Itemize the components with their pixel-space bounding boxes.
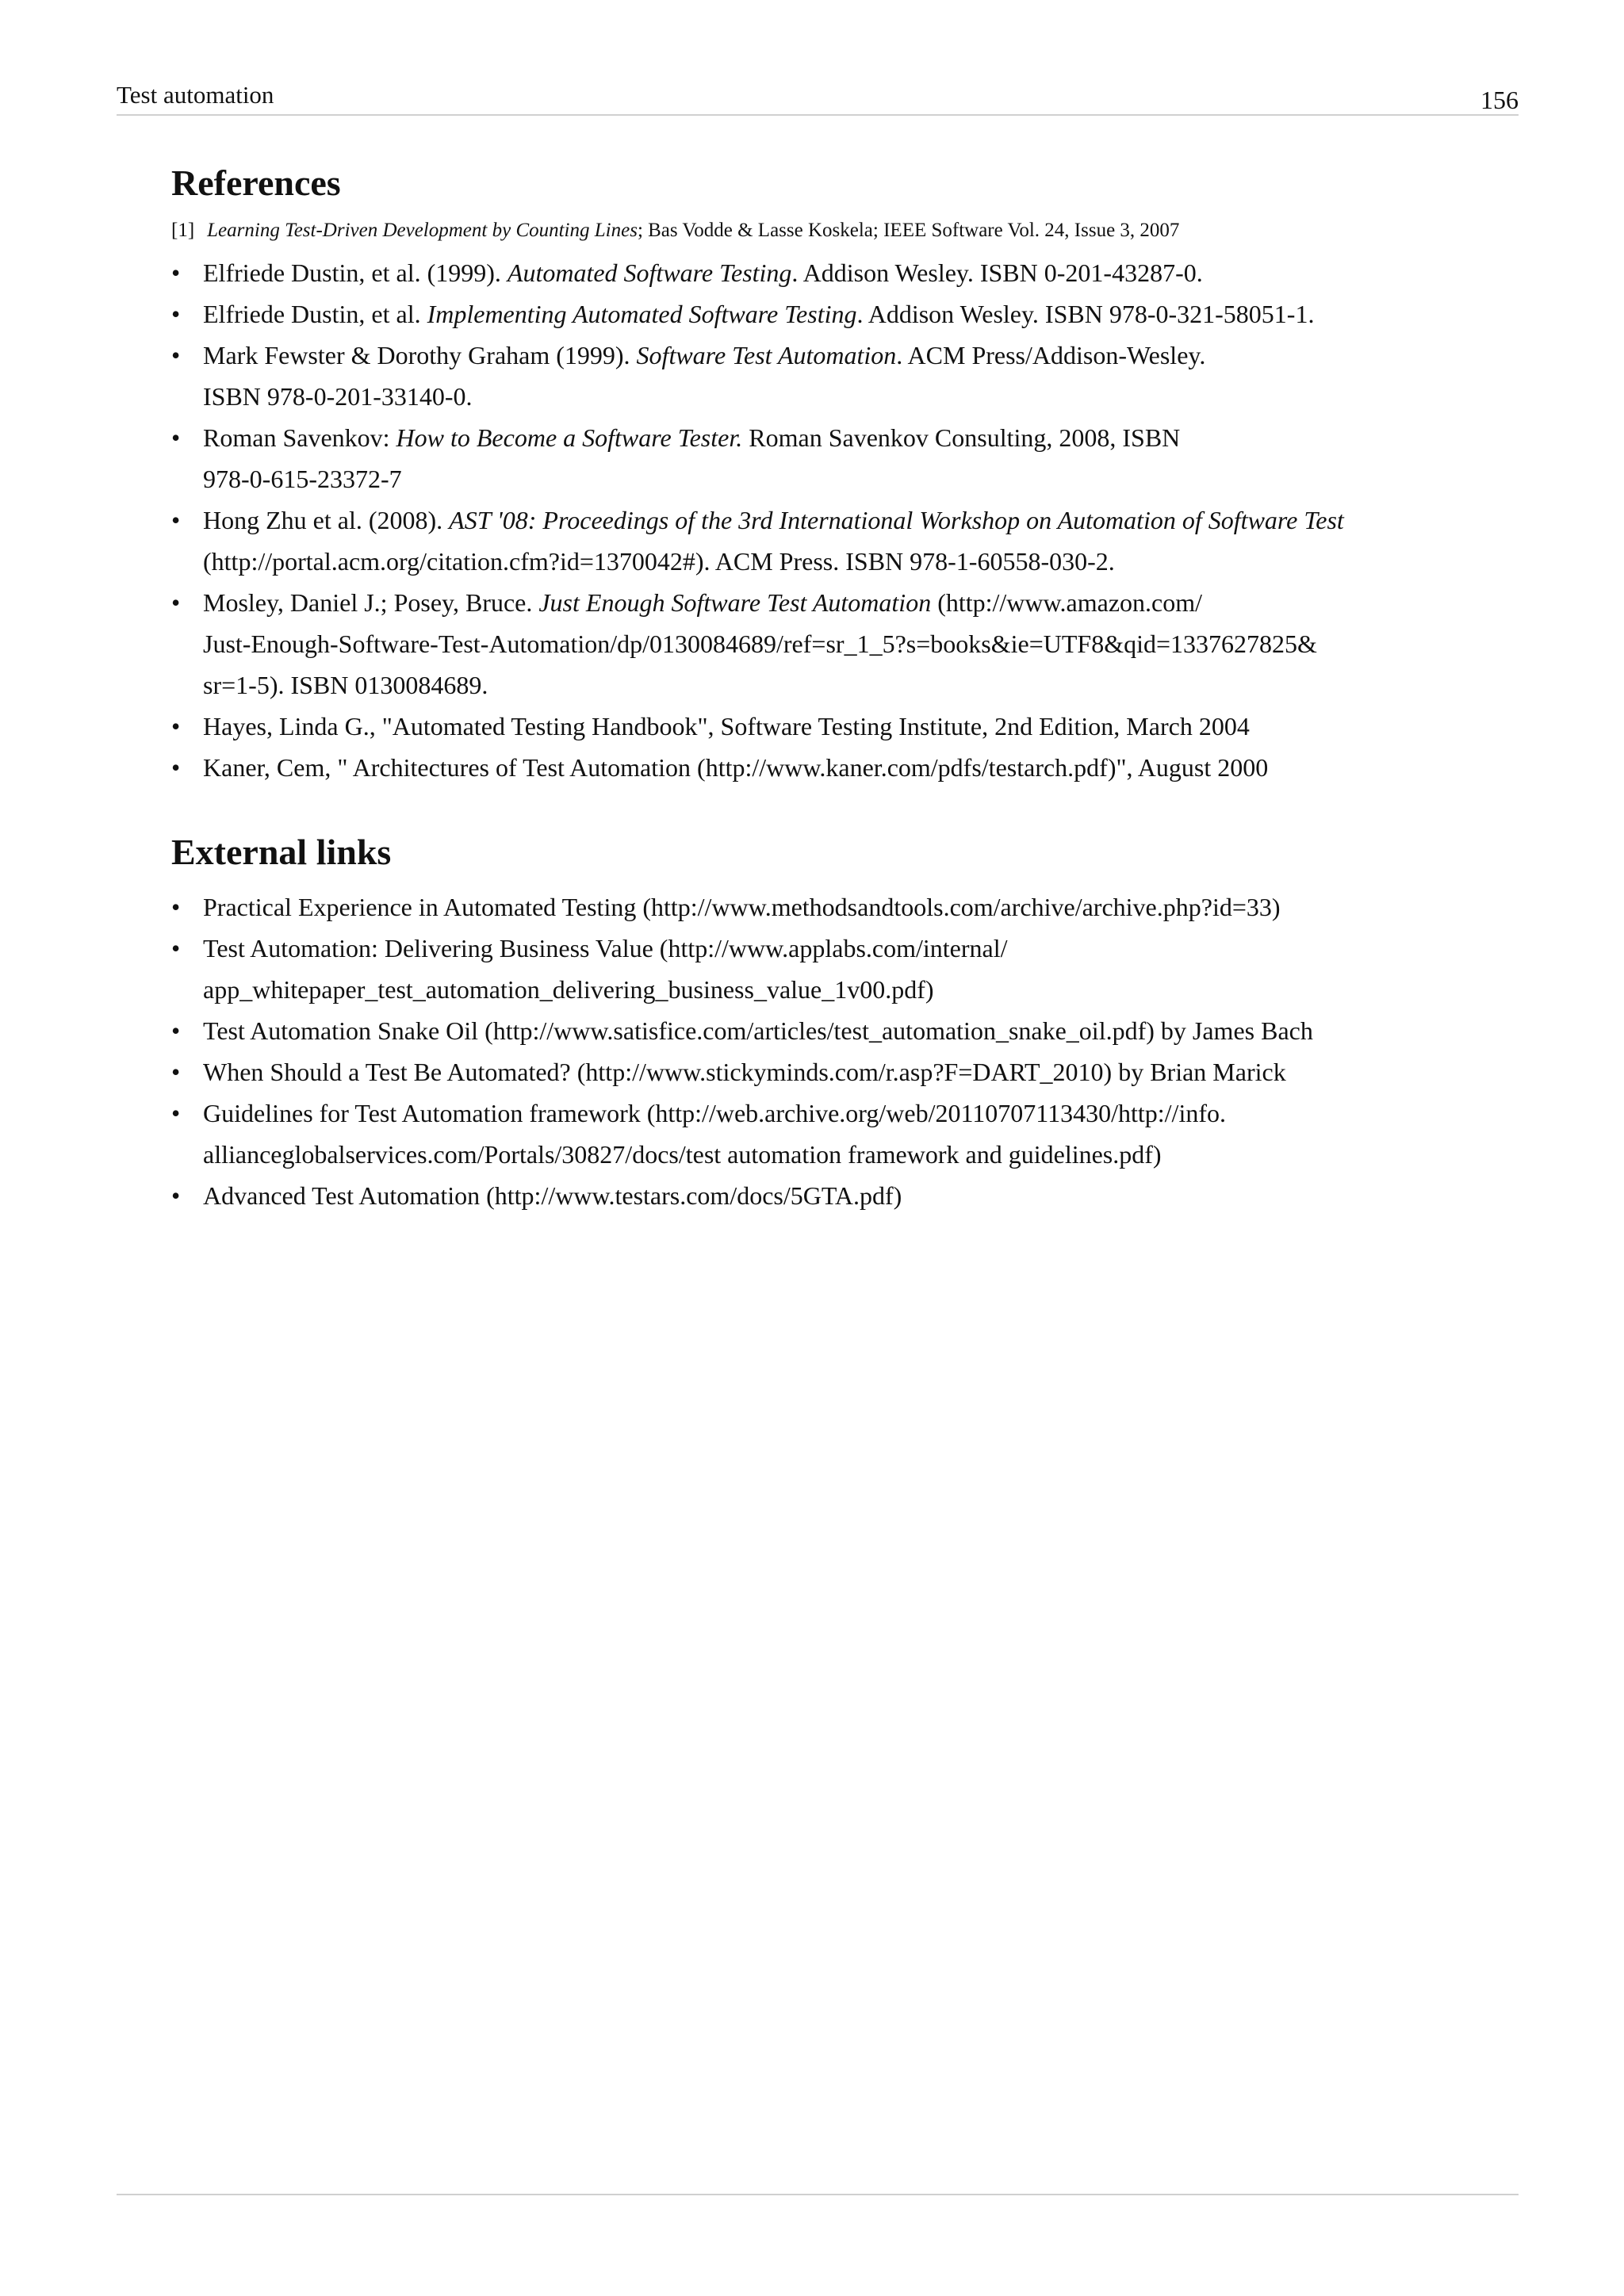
footnote-title: Learning Test-Driven Development by Counting Lines [207,220,638,241]
bullet-icon: • [171,341,181,369]
item-line [203,1051,1472,1093]
item-text: Kaner, Cem, " Architectures of Test Automation (http://www.kaner.com/pdfs/testarch.pdf)", August 2000 [203,753,1269,782]
item-line [203,335,1472,376]
external-link-item[interactable] [171,1093,1472,1175]
external-links-list [171,886,1472,1216]
bullet-icon: • [171,893,181,921]
bullet-icon: • [171,753,181,782]
item-line [203,1010,1472,1051]
item-text: . Addison Wesley. ISBN 978-0-321-58051-1. [856,300,1315,328]
external-link-item[interactable] [171,1010,1472,1051]
bullet-icon: • [171,1016,181,1045]
bullet-icon: • [171,423,181,452]
bullet-icon: • [171,1099,181,1127]
bullet-icon: • [171,300,181,328]
bullet-icon: • [171,934,181,962]
references-list [171,252,1472,788]
reference-item [171,293,1472,335]
footnote-text: ; Bas Vodde & Lasse Koskela; IEEE Software Vol. 24, Issue 3, 2007 [637,220,1180,241]
running-header [117,79,1519,116]
external-link-item[interactable] [171,1051,1472,1093]
item-title-text: Implementing Automated Software Testing [427,300,857,328]
item-line [203,458,1472,499]
item-text: (http://www.amazon.com/ [931,588,1203,617]
item-text: ISBN 978-0-201-33140-0. [203,382,473,411]
item-line [203,376,1472,417]
item-text: Hayes, Linda G., "Automated Testing Handbook", Software Testing Institute, 2nd Edition, March 2004 [203,712,1250,740]
footer-rule [117,2194,1519,2195]
bullet-icon: • [171,506,181,534]
reference-item [171,252,1472,293]
item-text: Mosley, Daniel J.; Posey, Bruce. [203,588,539,617]
item-line [203,252,1472,293]
item-text: Hong Zhu et al. (2008). [203,506,450,534]
item-text: Test Automation: Delivering Business Value (http://www.applabs.com/internal/ [203,934,1008,962]
item-text: Roman Savenkov: [203,423,396,452]
reference-item [171,582,1472,706]
item-line [203,1175,1472,1216]
item-text: (http://portal.acm.org/citation.cfm?id=1370042#). ACM Press. ISBN 978-1-60558-030-2. [203,547,1115,576]
reference-item [171,747,1472,788]
footnote-number: [1] [171,220,195,241]
reference-item [171,335,1472,417]
item-text: Guidelines for Test Automation framework (http://web.archive.org/web/20110707113430/http://info. [203,1099,1226,1127]
references-heading: References [171,163,341,203]
item-line [203,886,1472,928]
item-text: Elfriede Dustin, et al. (1999). [203,258,508,287]
item-title-text: AST '08: Proceedings of the 3rd International Workshop on Automation of Software Test [449,506,1344,534]
item-text: . ACM Press/Addison-Wesley. [896,341,1206,369]
bullet-icon: • [171,712,181,740]
item-text: . Addison Wesley. ISBN 0-201-43287-0. [791,258,1203,287]
running-title: Test automation [117,81,274,109]
item-text: 978-0-615-23372-7 [203,465,402,493]
reference-item [171,499,1472,582]
item-line [203,499,1472,541]
item-line [203,706,1472,747]
reference-item [171,417,1472,499]
external-link-item[interactable] [171,928,1472,1010]
page-number: 156 [1480,86,1519,114]
item-title-text: How to Become a Software Tester. [396,423,743,452]
footnote [171,217,1472,244]
item-text: sr=1-5). ISBN 0130084689. [203,671,488,699]
external-links-heading: External links [171,832,392,872]
external-link-item[interactable] [171,886,1472,928]
bullet-icon: • [171,1058,181,1086]
item-line [203,969,1472,1010]
item-line [203,417,1472,458]
item-title-text: Software Test Automation [636,341,897,369]
item-line [203,582,1472,623]
item-line [203,541,1472,582]
item-line [203,664,1472,706]
item-line [203,1134,1472,1175]
item-text: Elfriede Dustin, et al. [203,300,427,328]
bullet-icon: • [171,588,181,617]
item-text: app_whitepaper_test_automation_delivering_business_value_1v00.pdf) [203,975,934,1004]
item-text: allianceglobalservices.com/Portals/30827/docs/test automation framework and guidelines.pdf) [203,1140,1162,1169]
item-text: Advanced Test Automation (http://www.testars.com/docs/5GTA.pdf) [203,1181,902,1210]
item-line [203,747,1472,788]
page-content [171,160,1472,1216]
item-title-text: Just Enough Software Test Automation [538,588,932,617]
item-text: Roman Savenkov Consulting, 2008, ISBN [742,423,1181,452]
external-link-item[interactable] [171,1175,1472,1216]
item-text: Mark Fewster & Dorothy Graham (1999). [203,341,637,369]
item-line [203,928,1472,969]
bullet-icon: • [171,1181,181,1210]
item-title-text: Automated Software Testing [507,258,792,287]
item-text: Practical Experience in Automated Testing (http://www.methodsandtools.com/archive/archive.php?id=33) [203,893,1281,921]
reference-item [171,706,1472,747]
item-text: Test Automation Snake Oil (http://www.satisfice.com/articles/test_automation_snake_oil.pdf) by James Bach [203,1016,1313,1045]
bullet-icon: • [171,258,181,287]
item-line [203,293,1472,335]
item-line [203,623,1472,664]
item-text: Just-Enough-Software-Test-Automation/dp/0130084689/ref=sr_1_5?s=books&ie=UTF8&qid=1337627825& [203,629,1317,658]
item-line [203,1093,1472,1134]
item-text: When Should a Test Be Automated? (http://www.stickyminds.com/r.asp?F=DART_2010) by Brian Marick [203,1058,1286,1086]
